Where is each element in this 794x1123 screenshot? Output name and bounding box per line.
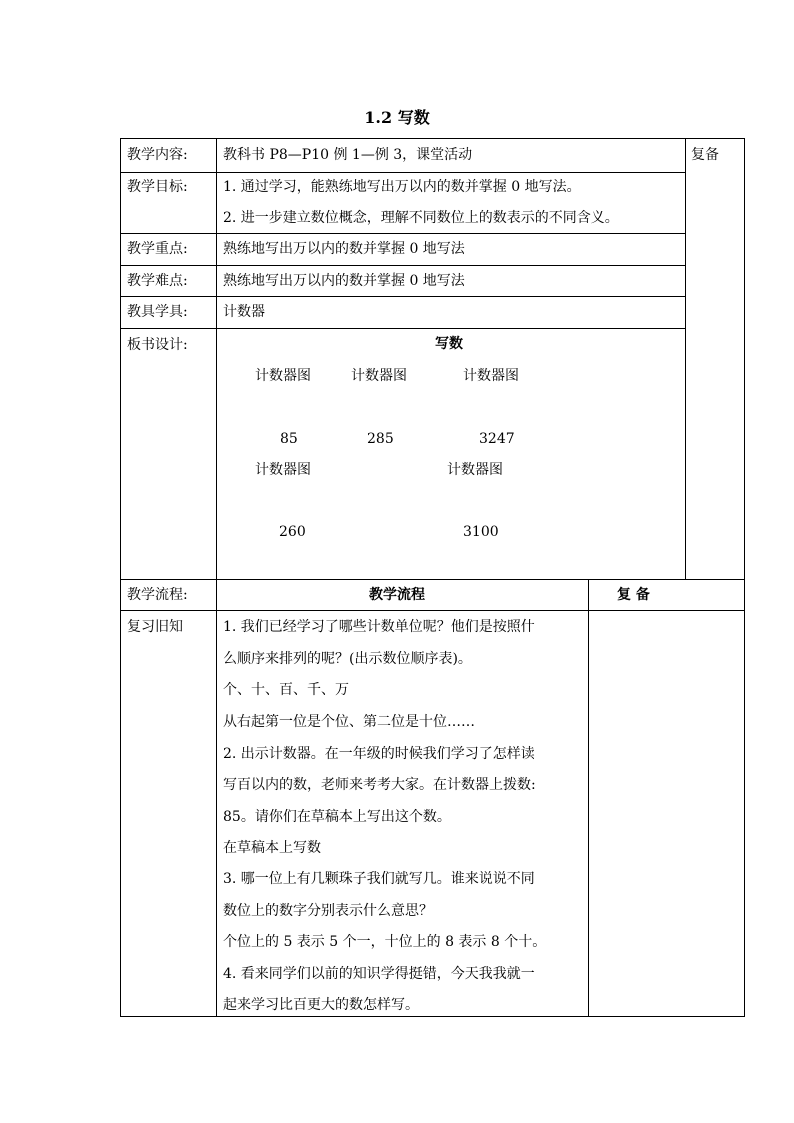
row-divider-5 (120, 328, 686, 329)
key-point-value: 熟练地写出万以内的数并掌握 0 地写法 (223, 241, 465, 257)
flow-center-heading: 教学流程 (369, 587, 425, 603)
review-line: 起来学习比百更大的数怎样写。 (223, 997, 419, 1013)
board-number-3: 3247 (479, 431, 515, 447)
board-label: 板书设计: (127, 337, 188, 353)
table-border-right (744, 138, 745, 1017)
tools-label: 教具学具: (127, 304, 188, 320)
board-number-2: 285 (367, 431, 394, 447)
row-divider-2 (120, 233, 686, 234)
table-border-bottom (120, 1016, 745, 1017)
table-border-top (120, 138, 745, 139)
goals-label: 教学目标: (127, 179, 188, 195)
flow-side-heading: 复 备 (617, 587, 650, 603)
review-line: 1. 我们已经学习了哪些计数单位呢？他们是按照什 (223, 619, 535, 635)
page-title: 1.2 写数 (364, 108, 430, 127)
board-counter-label-5: 计数器图 (447, 462, 503, 478)
label-column-divider (216, 138, 217, 1017)
review-line: 在草稿本上写数 (223, 840, 321, 856)
review-line: 个、十、百、千、万 (223, 682, 349, 698)
review-line: 个位上的 5 表示 5 个一，十位上的 8 表示 8 个十。 (223, 934, 547, 950)
difficulty-label: 教学难点: (127, 273, 188, 289)
review-line: 3. 哪一位上有几颗珠子我们就写几。谁来说说不同 (223, 871, 535, 887)
goals-item-2: 2. 进一步建立数位概念，理解不同数位上的数表示的不同含义。 (223, 210, 619, 226)
difficulty-value: 熟练地写出万以内的数并掌握 0 地写法 (223, 273, 465, 289)
board-number-1: 85 (280, 431, 298, 447)
row-divider-3 (120, 265, 686, 266)
review-line: 数位上的数字分别表示什么意思？ (223, 903, 433, 919)
goals-item-1: 1. 通过学习，能熟练地写出万以内的数并掌握 0 地写法。 (223, 179, 581, 195)
review-line: 写百以内的数，老师来考考大家。在计数器上拨数: (223, 777, 536, 793)
side-column-divider (685, 138, 686, 579)
board-counter-label-2: 计数器图 (351, 368, 407, 384)
board-counter-label-1: 计数器图 (255, 368, 311, 384)
review-line: 么顺序来排列的呢？(出示数位顺序表)。 (223, 651, 472, 667)
row-divider-1 (120, 172, 686, 173)
table-border-left (120, 138, 121, 1017)
board-heading: 写数 (435, 336, 463, 352)
key-point-label: 教学重点: (127, 241, 188, 257)
tools-value: 计数器 (223, 304, 265, 320)
content-label: 教学内容: (127, 147, 188, 163)
board-counter-label-3: 计数器图 (463, 368, 519, 384)
row-divider-7 (120, 610, 745, 611)
review-line: 从右起第一位是个位、第二位是十位…… (223, 714, 475, 730)
review-label: 复习旧知 (127, 619, 183, 635)
board-number-4: 260 (279, 524, 306, 540)
row-divider-4 (120, 296, 686, 297)
board-counter-label-4: 计数器图 (255, 462, 311, 478)
flow-label: 教学流程: (127, 587, 188, 603)
board-number-5: 3100 (463, 524, 499, 540)
review-line: 4. 看来同学们以前的知识学得挺错，今天我我就一 (223, 966, 535, 982)
review-line: 2. 出示计数器。在一年级的时候我们学习了怎样读 (223, 746, 535, 762)
row-divider-6 (120, 579, 745, 580)
review-line: 85。请你们在草稿本上写出这个数。 (223, 809, 451, 825)
flow-column-divider (588, 579, 589, 1017)
content-side-label: 复备 (691, 147, 719, 163)
content-value: 教科书 P8—P10 例 1—例 3，课堂活动 (223, 147, 473, 163)
